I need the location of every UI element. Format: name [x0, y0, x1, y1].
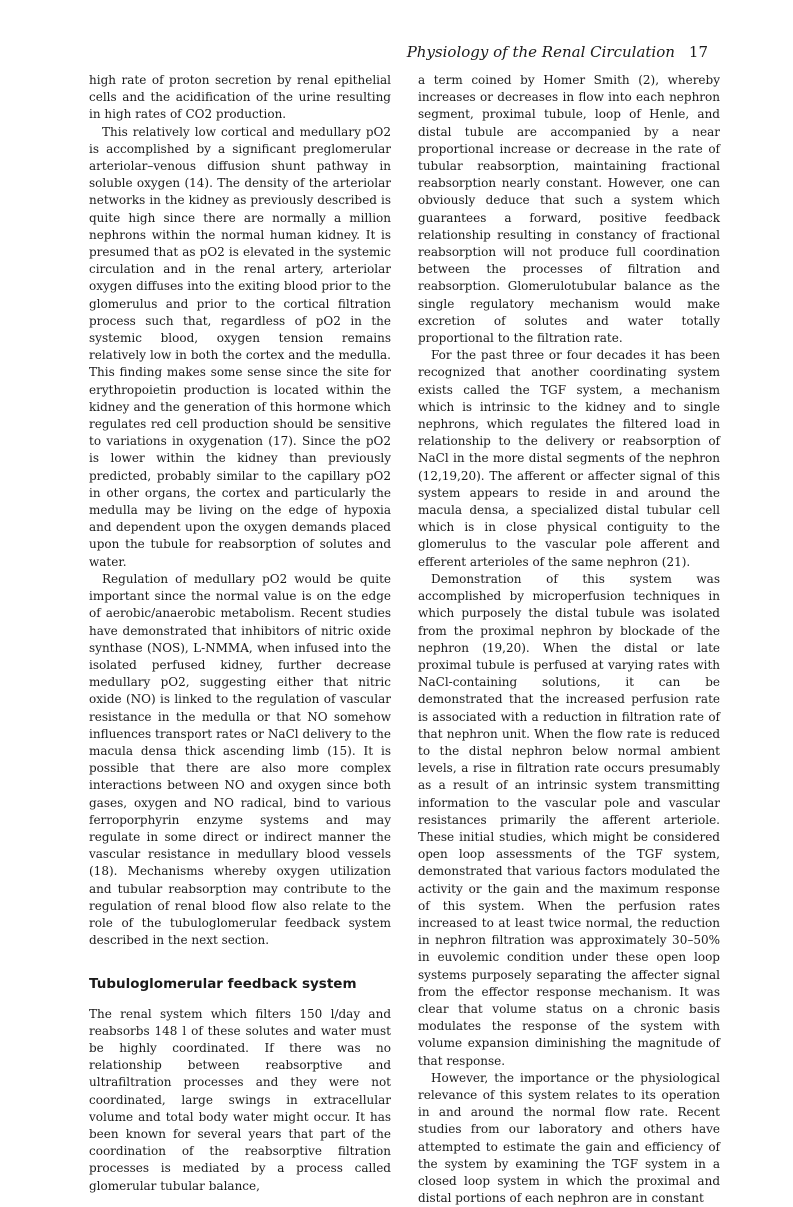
paragraph: high rate of proton secretion by renal epithelial cells and the acidification of the urine resulting in high rates of CO2 production.	[89, 73, 391, 122]
paragraph: This relatively low cortical and medullary pO2 is accomplished by a significant preglomerular arteriolar–venous diffusion shunt pathway in soluble oxygen (14). The density of the arteriolar networks in the kidney as previously described is quite high since there are normally a million nephrons within the normal human kidney. It is presumed that as pO2 is elevated in the systemic circulation and in the renal artery, arteriolar oxygen diffuses into the exiting blood prior to the glomerulus and prior to the cortical filtration process such that, regardless of pO2 in the systemic blood, oxygen tension remains relatively low in both the cortex and the medulla. This finding makes some sense since the site for erythropoietin production is located within the kidney and the generation of this hormone which regulates red cell production should be sensitive to variations in oxygenation (17). Since the pO2 is lower within the kidney than previously predicted, probably similar to the capillary pO2 in other organs, the cortex and particularly the medulla may be living on the edge of hypoxia and dependent upon the oxygen demands placed upon the tubule for reabsorption of solutes and water.	[89, 124, 391, 569]
left-column	[89, 72, 391, 1195]
paragraph: Regulation of medullary pO2 would be quite important since the normal value is on the edge of aerobic/anaerobic metabolism. Recent studies have demonstrated that inhibitors of nitric oxide synthase (NOS), L-NMMA, when infused into the isolated perfused kidney, further decrease medullary pO2, suggesting either that nitric oxide (NO) is linked to the regulation of vascular resistance in the medulla or that NO somehow influences transport rates or NaCl delivery to the macula densa thick ascending limb (15). It is possible that there are also more complex interactions between NO and oxygen since both gases, oxygen and NO radical, bind to various ferroporphyrin enzyme systems and may regulate in some direct or indirect manner the vascular resistance in medullary blood vessels (18). Mechanisms whereby oxygen utilization and tubular reabsorption may contribute to the regulation of renal blood flow also relate to the role of the tubuloglomerular feedback system described in the next section.	[89, 571, 391, 948]
section-heading: Tubuloglomerular feedback system	[89, 976, 357, 993]
paragraph: Demonstration of this system was accomplished by microperfusion techniques in which purposely the distal tubule was isolated from the proximal nephron by blockade of the nephron (19,20). When the distal or late proximal tubule is perfused at varying rates with NaCl-containing solutions, it can be demonstrated that the increased perfusion rate is associated with a reduction in filtration rate of that nephron unit. When the flow rate is reduced to the distal nephron below normal ambient levels, a rise in filtration rate occurs presumably as a result of an intrinsic system transmitting information to the vascular pole and vascular resistances primarily the afferent arteriole. These initial studies, which might be considered open loop assessments of the TGF system, demonstrated that various factors modulated the activity or the gain and the maximum response of this system. When the perfusion rates increased to at least twice normal, the reduction in nephron filtration was approximately 30–50% in euvolemic condition under these open loop systems purposely separating the affecter signal from the effector response mechanism. It was clear that volume status on a chronic basis modulates the response of the system with volume expansion diminishing the magnitude of that response.	[418, 571, 720, 1068]
right-column	[418, 72, 720, 1207]
running-title: Physiology of the Renal Circulation	[406, 43, 675, 61]
paragraph: However, the importance or the physiological relevance of this system relates to its operation in and around the normal flow rate. Recent studies from our laboratory and others have attempted to estimate the gain and efficiency of the system by examining the TGF system in a closed loop system in which the proximal and distal portions of each nephron are in constant	[418, 1070, 720, 1206]
running-head	[407, 43, 708, 61]
paragraph: The renal system which filters 150 l/day and reabsorbs 148 l of these solutes and water must be highly coordinated. If there was no relationship between reabsorptive and ultrafiltration processes and they were not coordinated, large swings in extracellular volume and total body water might occur. It has been known for several years that part of the coordination of the reabsorptive filtration processes is mediated by a process called glomerular tubular balance,	[89, 1006, 391, 1193]
paragraph: For the past three or four decades it has been recognized that another coordinating system exists called the TGF system, a mechanism which is intrinsic to the kidney and to single nephrons, which regulates the filtered load in relationship to the delivery or reabsorption of NaCl in the more distal segments of the nephron (12,19,20). The afferent or affecter signal of this system appears to reside in and around the macula densa, a specialized distal tubular cell which is in close physical contiguity to the glomerulus to the vascular pole afferent and efferent arterioles of the same nephron (21).	[418, 348, 720, 569]
paragraph: a term coined by Homer Smith (2), whereby increases or decreases in flow into each nephron segment, proximal tubule, loop of Henle, and distal tubule are accompanied by a near proportional increase or decrease in the rate of tubular reabsorption, maintaining fractional reabsorption nearly constant. However, one can obviously deduce that such a system which guarantees a forward, positive feedback relationship resulting in constancy of fractional reabsorption will not produce full coordination between the processes of filtration and reabsorption. Glomerulotubular balance as the single regulatory mechanism would make excretion of solutes and water totally proportional to the filtration rate.	[418, 73, 720, 346]
page-number: 17	[688, 43, 708, 61]
